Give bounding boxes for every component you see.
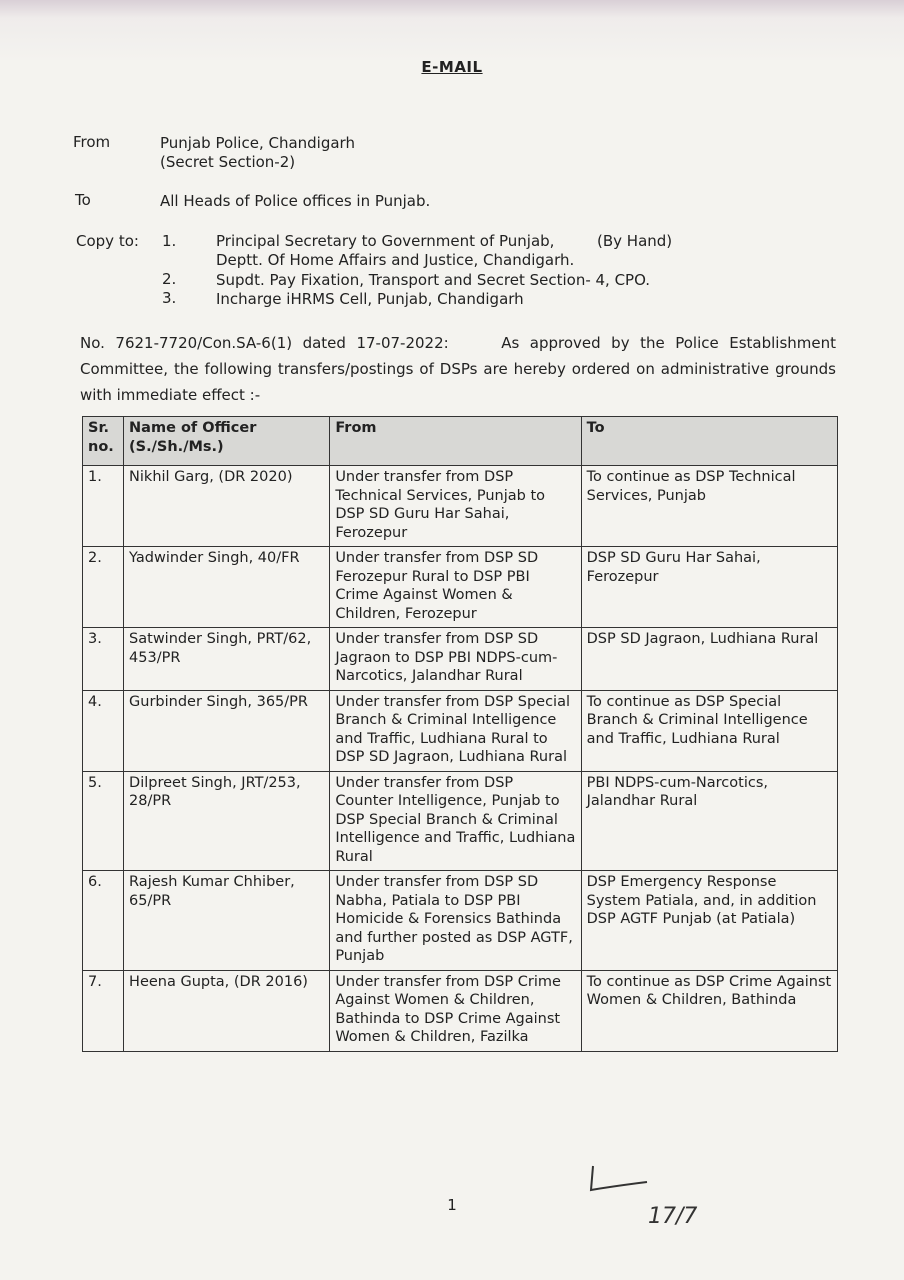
- cell-sr: 7.: [83, 970, 124, 1051]
- order-paragraph: [80, 330, 836, 408]
- cell-from: Under transfer from DSP SD Nabha, Patiala to DSP PBI Homicide & Forensics Bathinda and further posted as DSP AGTF, Punjab: [330, 871, 581, 971]
- cell-sr: 5.: [83, 771, 124, 871]
- signature-date: 17/7: [648, 1204, 698, 1229]
- signature-mark: [585, 1160, 655, 1200]
- cell-from: Under transfer from DSP Crime Against Women & Children, Bathinda to DSP Crime Against Women & Children, Fazilka: [330, 970, 581, 1051]
- to-label: To: [75, 191, 91, 209]
- table-header-row: [83, 417, 838, 466]
- table-row: [83, 466, 838, 547]
- from-label: From: [73, 133, 111, 151]
- copy-item-1-line2: Deptt. Of Home Affairs and Justice, Chandigarh.: [216, 251, 575, 269]
- cell-sr: 6.: [83, 871, 124, 971]
- cell-name: Gurbinder Singh, 365/PR: [124, 690, 330, 771]
- table-row: [83, 871, 838, 971]
- cell-name: Dilpreet Singh, JRT/253, 28/PR: [124, 771, 330, 871]
- order-number: No. 7621-7720/Con.SA-6(1) dated 17-07-2022:: [80, 334, 449, 352]
- header-sr: Sr. no.: [83, 417, 124, 466]
- cell-to: DSP Emergency Response System Patiala, and, in addition DSP AGTF Punjab (at Patiala): [581, 871, 837, 971]
- table-row: [83, 771, 838, 871]
- cell-from: Under transfer from DSP SD Jagraon to DSP PBI NDPS-cum-Narcotics, Jalandhar Rural: [330, 628, 581, 691]
- cell-from: Under transfer from DSP Technical Services, Punjab to DSP SD Guru Har Sahai, Ferozepur: [330, 466, 581, 547]
- document-heading: E-MAIL: [421, 58, 483, 76]
- header-from: From: [330, 417, 581, 466]
- cell-name: Rajesh Kumar Chhiber, 65/PR: [124, 871, 330, 971]
- copy-item-2-line1: Supdt. Pay Fixation, Transport and Secret Section- 4, CPO.: [216, 271, 651, 289]
- cell-name: Satwinder Singh, PRT/62, 453/PR: [124, 628, 330, 691]
- copy-item-3-line1: Incharge iHRMS Cell, Punjab, Chandigarh: [216, 290, 524, 308]
- cell-from: Under transfer from DSP Counter Intelligence, Punjab to DSP Special Branch & Criminal Intelligence and Traffic, Ludhiana Rural: [330, 771, 581, 871]
- cell-from: Under transfer from DSP Special Branch & Criminal Intelligence and Traffic, Ludhiana Rural to DSP SD Jagraon, Ludhiana Rural: [330, 690, 581, 771]
- from-line1: Punjab Police, Chandigarh: [160, 134, 355, 152]
- header-to: To: [581, 417, 837, 466]
- to-text: All Heads of Police offices in Punjab.: [160, 192, 431, 210]
- cell-from: Under transfer from DSP SD Ferozepur Rural to DSP PBI Crime Against Women & Children, Ferozepur: [330, 547, 581, 628]
- cell-to: PBI NDPS-cum-Narcotics, Jalandhar Rural: [581, 771, 837, 871]
- transfers-table: [82, 416, 838, 1052]
- cell-to: To continue as DSP Crime Against Women & Children, Bathinda: [581, 970, 837, 1051]
- table-row: [83, 547, 838, 628]
- order-text: As approved by the Police Establishment Committee, the following transfers/postings of DSPs are hereby ordered on administrative grounds with immediate effect :-: [80, 334, 836, 404]
- copy-item-1-note: (By Hand): [597, 232, 673, 250]
- copy-item-1-num: 1.: [162, 232, 177, 250]
- copy-item-3-num: 3.: [162, 289, 177, 307]
- table-row: [83, 628, 838, 691]
- copy-to-label: Copy to:: [76, 232, 139, 250]
- table-row: [83, 970, 838, 1051]
- cell-to: DSP SD Guru Har Sahai, Ferozepur: [581, 547, 837, 628]
- cell-sr: 1.: [83, 466, 124, 547]
- cell-sr: 2.: [83, 547, 124, 628]
- copy-item-1-line1: Principal Secretary to Government of Punjab,: [216, 232, 555, 250]
- page-number: 1: [447, 1196, 457, 1214]
- cell-sr: 4.: [83, 690, 124, 771]
- copy-item-2-num: 2.: [162, 270, 177, 288]
- from-line2: (Secret Section-2): [160, 153, 296, 171]
- table-row: [83, 690, 838, 771]
- cell-to: To continue as DSP Technical Services, Punjab: [581, 466, 837, 547]
- cell-name: Nikhil Garg, (DR 2020): [124, 466, 330, 547]
- cell-to: To continue as DSP Special Branch & Criminal Intelligence and Traffic, Ludhiana Rural: [581, 690, 837, 771]
- cell-name: Heena Gupta, (DR 2016): [124, 970, 330, 1051]
- cell-sr: 3.: [83, 628, 124, 691]
- cell-to: DSP SD Jagraon, Ludhiana Rural: [581, 628, 837, 691]
- header-name: Name of Officer (S./Sh./Ms.): [124, 417, 330, 466]
- cell-name: Yadwinder Singh, 40/FR: [124, 547, 330, 628]
